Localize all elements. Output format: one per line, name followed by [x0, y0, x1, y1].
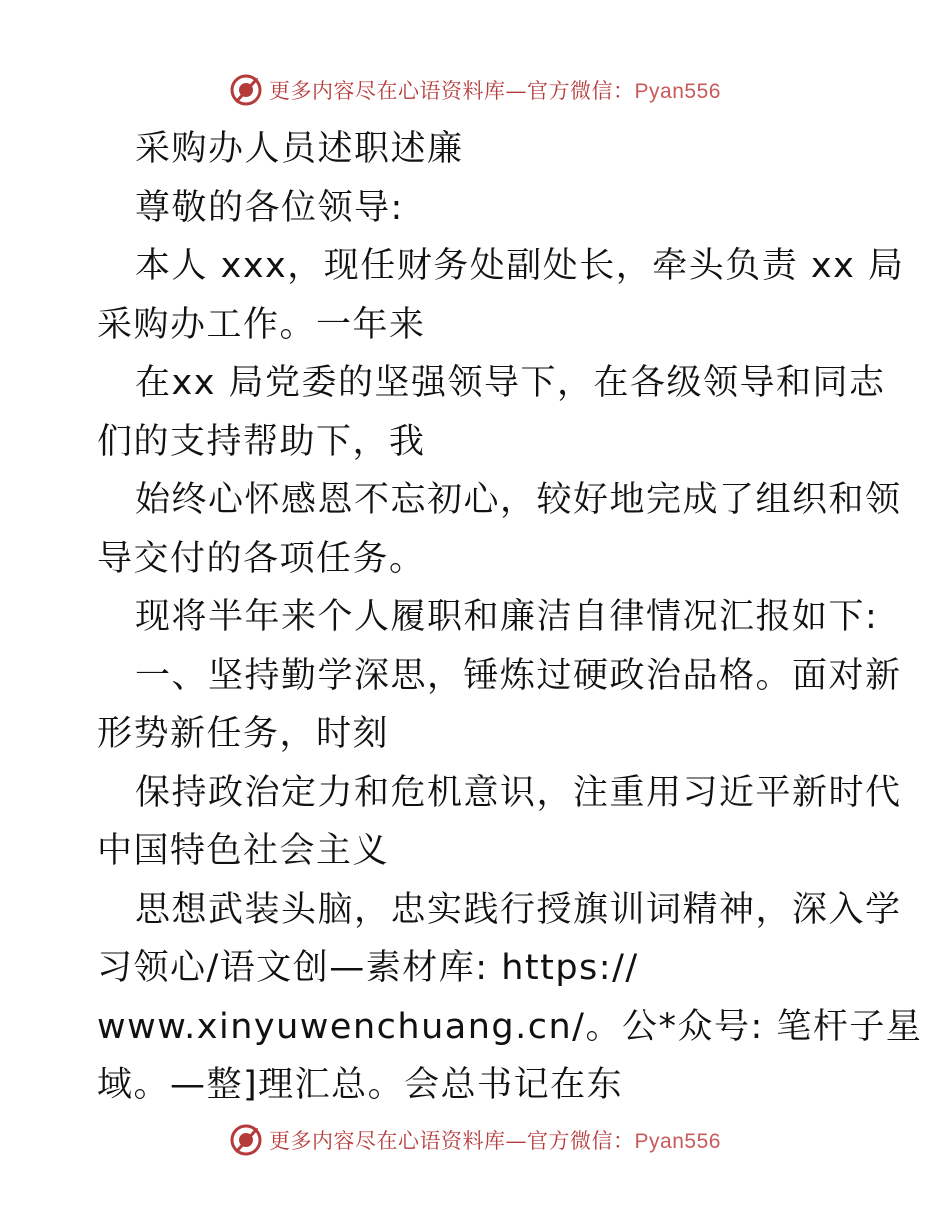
- banner-main-text: 更多内容尽在心语资料库—官方微信：: [269, 79, 635, 103]
- banner-handle: Pyan556: [634, 80, 721, 103]
- paragraph-line: 习领心/语文创—素材库: https://: [97, 948, 639, 988]
- paragraph-line: 本人 xxx，现任财务处副处长，牵头负责 xx 局: [135, 246, 905, 286]
- paragraph-line: 形势新任务，时刻: [97, 714, 390, 754]
- paragraph-line: 现将半年来个人履职和廉洁自律情况汇报如下:: [135, 597, 879, 637]
- paragraph-line: 保持政治定力和危机意识，注重用习近平新时代: [135, 772, 902, 813]
- footer-banner: [0, 1120, 950, 1160]
- header-banner: [0, 70, 950, 110]
- banner-main-text: 更多内容尽在心语资料库—官方微信：: [269, 1129, 635, 1153]
- banner-handle: Pyan556: [634, 1130, 721, 1153]
- pen-circle-logo-icon: [229, 73, 263, 107]
- salutation: 尊敬的各位领导:: [135, 187, 404, 228]
- document-title: 采购办人员述职述廉: [135, 129, 464, 169]
- paragraph-line: 始终心怀感恩不忘初心，较好地完成了组织和领: [135, 480, 902, 520]
- paragraph-line: 域。—整]理汇总。会总书记在东: [97, 1065, 624, 1105]
- paragraph-line: 中国特色社会主义: [97, 831, 390, 871]
- document-body: [97, 120, 923, 1115]
- paragraph-line: 思想武装头脑，忠实践行授旗训词精神，深入学: [135, 889, 902, 930]
- paragraph-line: 在xx 局党委的坚强领导下，在各级领导和同志: [135, 363, 886, 403]
- paragraph-line: 们的支持帮助下，我: [97, 421, 426, 462]
- paragraph-line: 采购办工作。一年来: [97, 304, 426, 345]
- pen-circle-logo-icon: [229, 1123, 263, 1157]
- paragraph-line: www.xinyuwenchuang.cn/。公*众号: 笔杆子星: [97, 1006, 923, 1047]
- banner-text: [269, 75, 721, 105]
- paragraph-line: 导交付的各项任务。: [97, 538, 426, 579]
- banner-text: [269, 1125, 721, 1155]
- section-heading-line: 一、坚持勤学深思，锤炼过硬政治品格。面对新: [135, 655, 902, 696]
